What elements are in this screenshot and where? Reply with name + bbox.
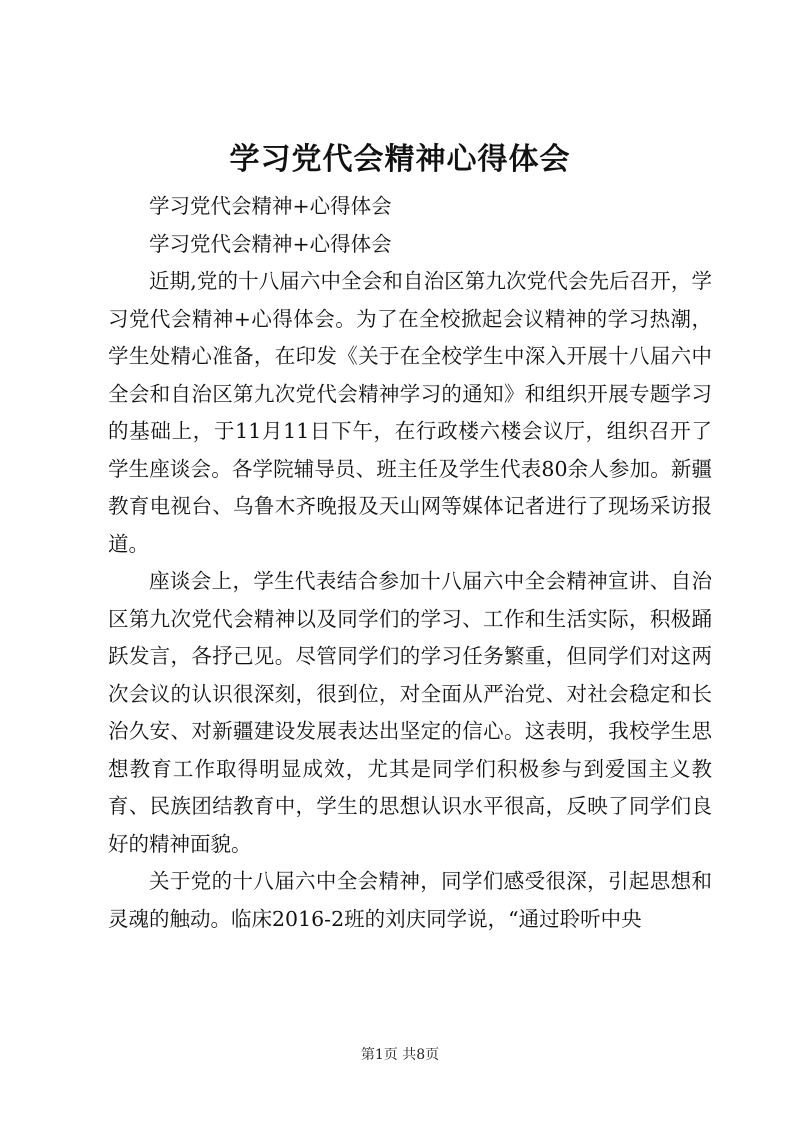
body-paragraph-1: 近期,党的十八届六中全会和自治区第九次党代会先后召开，学习党代会精神+心得体会。为了在全校掀起会议精神的学习热潮，学生处精心准备，在印发《关于在全校学生中深入开展十八届六中全会和自治区第九次党代会精神学习的通知》和组织开展专题学习的基础上，于11月11日下午，在行政楼六楼会议厅，组织召开了学生座谈会。各学院辅导员、班主任及学生代表80余人参加。新疆教育电视台、乌鲁木齐晚报及天山网等媒体记者进行了现场采访报道。 — [108, 269, 712, 556]
subtitle-line-2: 学习党代会精神+心得体会 — [149, 231, 392, 256]
document-title: 学习党代会精神心得体会 — [229, 142, 571, 177]
document-body — [108, 188, 712, 938]
body-paragraph-3: 关于党的十八届六中全会精神，同学们感受很深，引起思想和灵魂的触动。临床2016-2班的刘庆同学说，“通过聆听中央 — [108, 869, 712, 931]
body-paragraph-2: 座谈会上，学生代表结合参加十八届六中全会精神宣讲、自治区第九次党代会精神以及同学们的学习、工作和生活实际，积极踊跃发言，各抒己见。尽管同学们的学习任务繁重，但同学们对这两次会议的认识很深刻，很到位，对全面从严治党、对社会稳定和长治久安、对新疆建设发展表达出坚定的信心。这表明，我校学生思想教育工作取得明显成效，尤其是同学们积极参与到爱国主义教育、民族团结教育中，学生的思想认识水平很高，反映了同学们良好的精神面貌。 — [108, 569, 712, 856]
page-footer: 第1页 共8页 — [360, 1047, 440, 1063]
subtitle-line-1: 学习党代会精神+心得体会 — [149, 194, 392, 218]
